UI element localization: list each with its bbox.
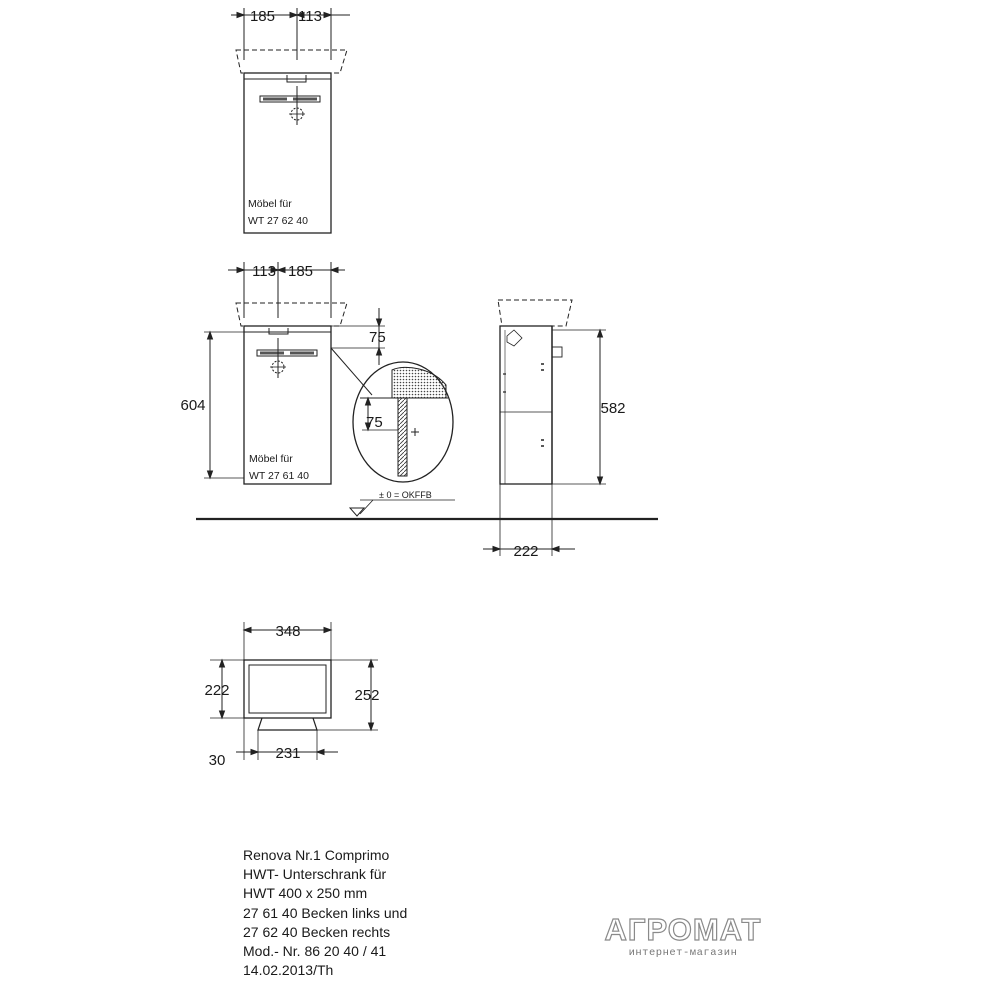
- front-label-line2: WT 27 61 40: [249, 470, 309, 482]
- top-dim-left: 185: [249, 8, 275, 25]
- floor-level-label: ± 0 = OKFFB: [379, 490, 432, 500]
- info-line: 14.02.2013/Th: [243, 962, 334, 979]
- detail-dim: 75: [366, 414, 383, 431]
- info-line: Renova Nr.1 Comprimo: [243, 847, 390, 863]
- front-offset: 75: [369, 329, 386, 346]
- brand-tagline: интернет-магазин: [628, 947, 738, 959]
- plan-cabinet-view: [210, 622, 378, 760]
- front-dim-left: 113: [252, 263, 276, 280]
- brand-name: АГРОМАТ: [604, 912, 762, 947]
- front-cabinet-view: [204, 262, 455, 516]
- plan-width: 348: [275, 623, 301, 640]
- product-info: [243, 846, 407, 980]
- plan-depth-outer: 252: [354, 687, 380, 704]
- front-dim-right: 185: [288, 263, 314, 280]
- info-line: HWT- Unterschrank für: [243, 866, 387, 883]
- info-line: HWT 400 x 250 mm: [243, 885, 368, 902]
- side-depth: 222: [513, 543, 539, 560]
- top-label-line1: Möbel für: [248, 198, 292, 210]
- info-line: 27 62 40 Becken rechts: [243, 923, 391, 940]
- side-height: 582: [600, 400, 626, 417]
- plan-depth-inner: 222: [204, 682, 230, 699]
- side-cabinet-view: [483, 300, 606, 556]
- plan-handle-width: 231: [275, 745, 301, 762]
- plan-lip: 30: [208, 752, 226, 769]
- info-line: 27 61 40 Becken links und: [243, 904, 408, 921]
- top-dim-right: 113: [298, 8, 322, 25]
- top-label-line2: WT 27 62 40: [248, 215, 308, 227]
- front-height: 604: [180, 397, 206, 414]
- front-label-line1: Möbel für: [249, 453, 293, 465]
- info-line: Mod.- Nr. 86 20 40 / 41: [243, 943, 387, 960]
- brand-watermark: [592, 913, 774, 959]
